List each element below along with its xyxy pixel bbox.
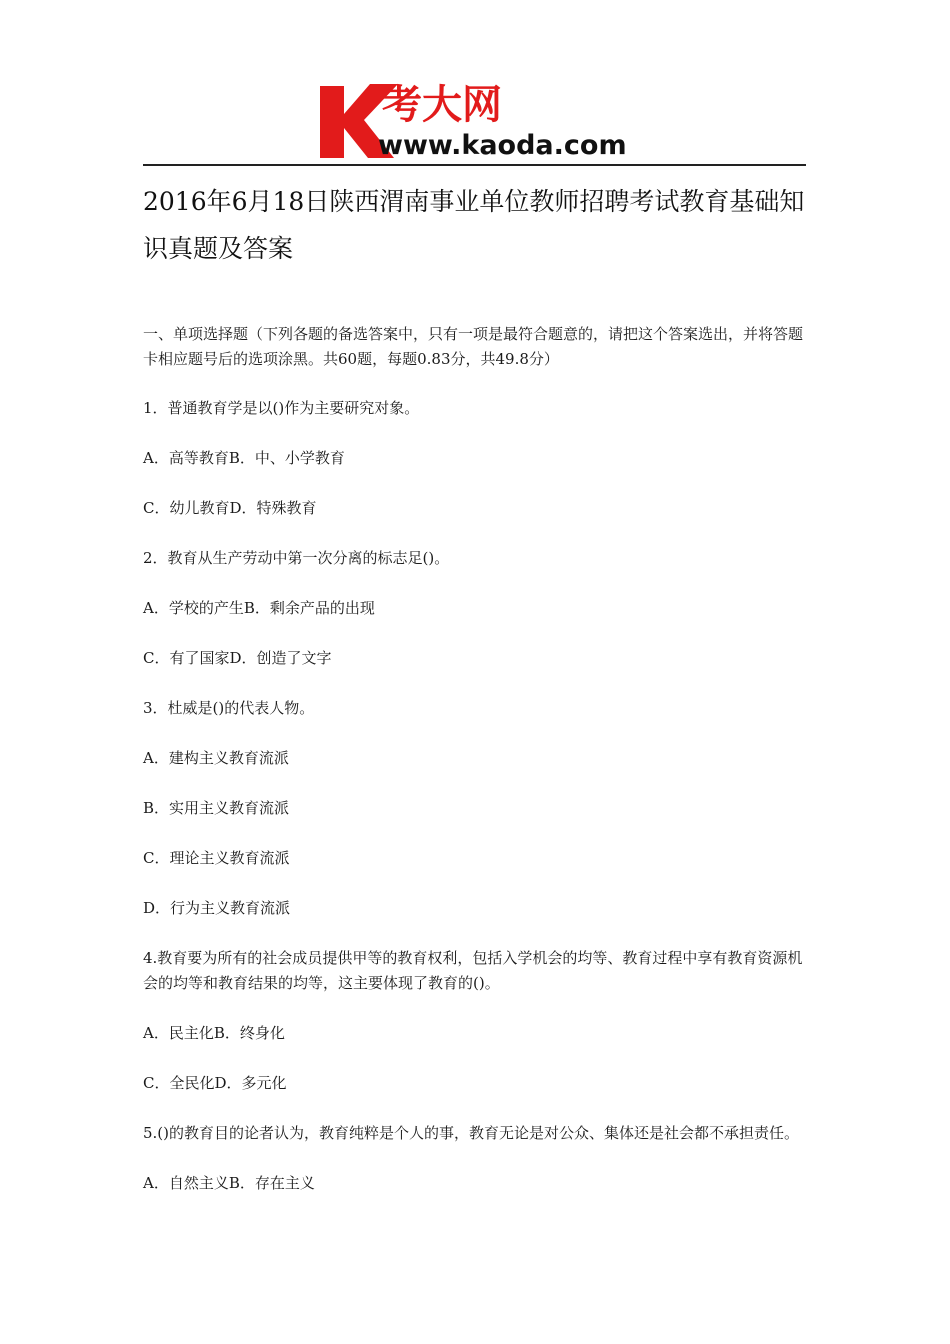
question-4-options-ab: A．民主化B．终身化 — [143, 1024, 285, 1042]
question-4-options-cd: C．全民化D．多元化 — [143, 1074, 287, 1092]
question-4: 4.教育要为所有的社会成员提供甲等的教育权利，包括入学机会的均等、教育过程中享有教育资源机会的均等和教育结果的均等，这主要体现了教育的()。 — [143, 949, 803, 992]
document-title: 2016年6月18日陕西渭南事业单位教师招聘考试教育基础知识真题及答案 — [143, 187, 805, 263]
header-divider — [143, 164, 806, 166]
question-5-options-ab: A．自然主义B．存在主义 — [143, 1174, 315, 1192]
logo-chinese-text: 考大网 — [382, 82, 502, 128]
question-3-option-b: B．实用主义教育流派 — [143, 799, 290, 817]
question-1: 1．普通教育学是以()作为主要研究对象。 — [143, 399, 420, 417]
section-heading: 一、单项选择题（下列各题的备选答案中，只有一项是最符合题意的，请把这个答案选出，并将答题卡相应题号后的选项涂黑。共60题，每题0.83分，共49.8分） — [143, 325, 804, 368]
kaoda-logo — [318, 78, 648, 160]
question-3-option-d: D．行为主义教育流派 — [143, 899, 291, 917]
question-1-options-ab: A．高等教育B．中、小学教育 — [143, 449, 345, 467]
question-2: 2．教育从生产劳动中第一次分离的标志足()。 — [143, 549, 450, 567]
question-1-options-cd: C．幼儿教育D．特殊教育 — [143, 499, 317, 517]
question-3: 3．杜威是()的代表人物。 — [143, 699, 315, 717]
question-2-options-ab: A．学校的产生B．剩余产品的出现 — [143, 599, 375, 617]
question-3-option-c: C．理论主义教育流派 — [143, 849, 290, 867]
question-2-options-cd: C．有了国家D．创造了文字 — [143, 649, 332, 667]
document-body — [143, 322, 811, 1221]
question-5: 5.()的教育目的论者认为，教育纯粹是个人的事，教育无论是对公众、集体还是社会都不承担责任。 — [143, 1124, 800, 1142]
question-3-option-a: A．建构主义教育流派 — [143, 749, 289, 767]
logo-url-text: www.kaoda.com — [378, 130, 627, 160]
